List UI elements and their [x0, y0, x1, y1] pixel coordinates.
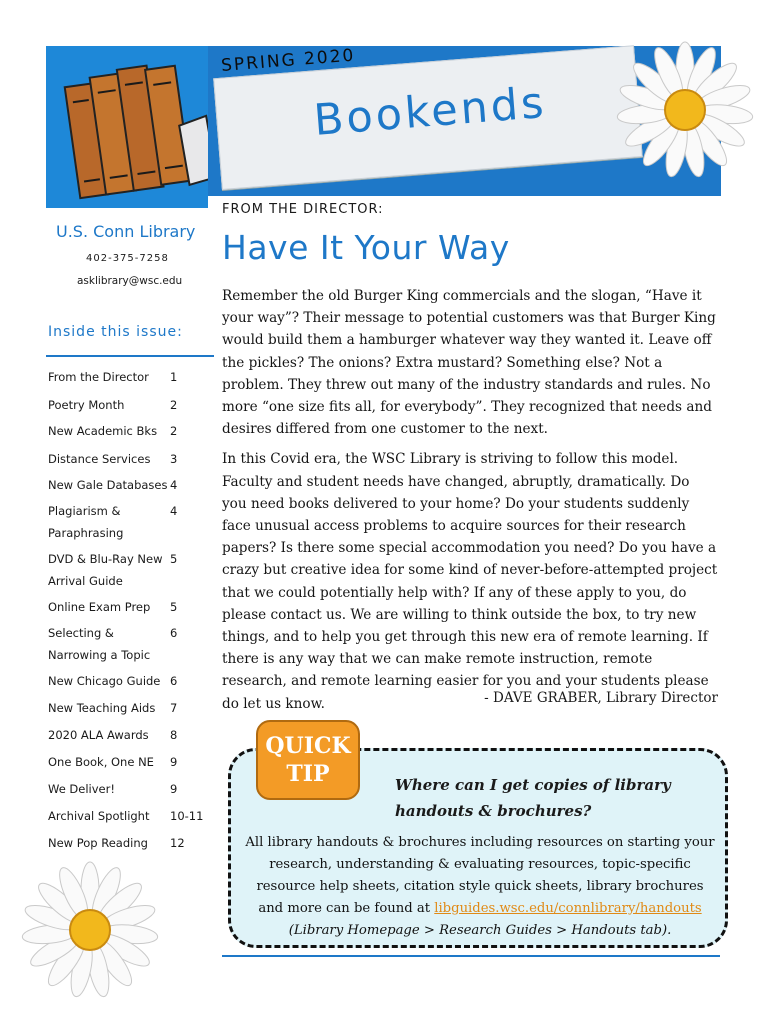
section-kicker: FROM THE DIRECTOR: [222, 202, 384, 217]
toc-item[interactable]: New Pop Reading 12 [48, 836, 185, 850]
toc-item[interactable]: Plagiarism & Paraphrasing 4 [48, 504, 178, 540]
article-body [222, 285, 718, 723]
toc-item[interactable]: 2020 ALA Awards 8 [48, 728, 178, 742]
toc-item[interactable]: New Teaching Aids 7 [48, 701, 178, 715]
article-paragraph: In this Covid era, the WSC Library is striving to follow this model. Faculty and student needs have changed, abruptly, dramatically. Do you need books delivered to your home? Do your students suddenly face unusual access problems to acquire sources for their research papers? Is there some special accommodation you need? Do you have a crazy but creative idea for some kind of never-before-attempted project that we could potentially help with? If any of these apply to you, do please contact us. We are willing to think outside the box, to try new things, and to help you get through this new era of remote learning. If there is any way that we can make remote instruction, remote research, and remote learning easier for you and your students please do let us know. [222, 451, 718, 712]
toc-item[interactable]: Poetry Month 2 [48, 398, 178, 412]
toc-item[interactable]: New Academic Bks 2 [48, 424, 178, 438]
library-phone: 402-375-7258 [86, 253, 169, 264]
table-of-contents [48, 366, 218, 854]
toc-item[interactable]: New Chicago Guide 6 [48, 674, 178, 688]
article-paragraph: Remember the old Burger King commercials and the slogan, “Have it your way”? Their message to potential customers was that Burger King would build them a hamburger whatever way they wanted it. Leave off the pickles? The onions? Extra mustard? Something else? Not a problem. They threw out many of the industry standards and rules. No more “one size fits all, for everybody”. They recognized that needs and desires differed from one customer to the next. [222, 288, 716, 438]
toc-item[interactable]: DVD & Blu-Ray New Arrival Guide 5 [48, 552, 178, 588]
toc-item[interactable]: From the Director 1 [48, 370, 178, 384]
toc-item[interactable]: Archival Spotlight 10-11 [48, 809, 204, 823]
navigation-path: (Library Homepage > Research Guides > Handouts tab). [288, 923, 672, 938]
article-title: Have It Your Way [222, 228, 510, 267]
quick-tip-badge: QUICK TIP [256, 720, 360, 800]
divider [46, 355, 214, 357]
handouts-link[interactable]: libguides.wsc.edu/connlibrary/handouts [434, 901, 702, 916]
toc-item[interactable]: Distance Services 3 [48, 452, 178, 466]
inside-issue-heading: Inside this issue: [48, 324, 183, 340]
issue-season: SPRING 2020 [220, 45, 357, 76]
quick-tip-question: Where can I get copies of library handouts & brochures? [395, 776, 671, 820]
newsletter-title: Bookends [312, 77, 549, 146]
library-email[interactable]: asklibrary@wsc.edu [77, 275, 183, 287]
divider [222, 955, 720, 957]
toc-item[interactable]: Selecting & Narrowing a Topic 6 [48, 626, 178, 662]
library-name: U.S. Conn Library [56, 222, 196, 241]
daisy-icon [20, 860, 160, 1000]
toc-item[interactable]: New Gale Databases 4 [48, 478, 178, 492]
daisy-icon [615, 40, 755, 180]
toc-item[interactable]: One Book, One NE 9 [48, 755, 178, 769]
toc-item[interactable]: Online Exam Prep 5 [48, 600, 178, 614]
books-logo [46, 46, 208, 208]
quick-tip-body: All library handouts & brochures including resources on starting your research, understanding & evaluating resources, topic-specific resource help sheets, citation style quick sheets, library brochures and more can be found at libguides.wsc.edu/connlibrary/handouts (Library Homepage > Research Guides > Handouts tab). [245, 835, 715, 938]
toc-item[interactable]: We Deliver! 9 [48, 782, 178, 796]
books-icon [46, 46, 208, 208]
article-signature: - DAVE GRABER, Library Director [484, 690, 718, 706]
